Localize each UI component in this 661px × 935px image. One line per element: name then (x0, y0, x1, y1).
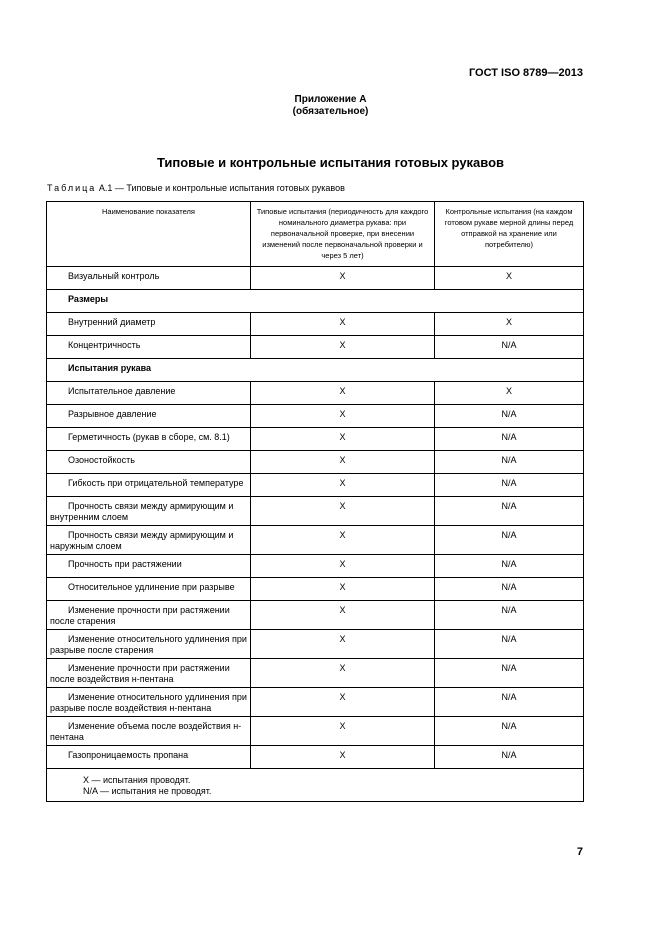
indicator-name: Концентричность (47, 336, 251, 359)
section-title: Размеры (47, 290, 584, 313)
indicator-name: Герметичность (рукав в сборе, см. 8.1) (47, 428, 251, 451)
typical-test-mark: X (251, 746, 435, 769)
table-row (47, 336, 584, 359)
table-note: X — испытания проводят. (83, 775, 191, 785)
typical-test-mark: X (251, 717, 435, 746)
control-test-mark: N/A (435, 746, 584, 769)
table-section-row (47, 290, 584, 313)
typical-test-mark: X (251, 659, 435, 688)
control-test-mark: N/A (435, 717, 584, 746)
control-test-mark: N/A (435, 601, 584, 630)
header-typical-tests: Типовые испытания (периодичность для каждого номинального диаметра рукава: при первоначальной проверке, при внесении изменений после первоначальной проверки и через 5 лет) (251, 202, 435, 267)
header-indicator: Наименование показателя (47, 202, 251, 267)
table-notes-row (47, 769, 584, 802)
annex-heading (0, 94, 661, 118)
typical-test-mark: X (251, 578, 435, 601)
table-row (47, 688, 584, 717)
table-notes (47, 769, 584, 802)
control-test-mark: N/A (435, 555, 584, 578)
indicator-name: Относительное удлинение при разрыве (47, 578, 251, 601)
indicator-name: Озоностойкость (47, 451, 251, 474)
typical-test-mark: X (251, 336, 435, 359)
table-caption-text: А.1 — Типовые и контрольные испытания готовых рукавов (98, 183, 345, 193)
table-caption-word: Таблица (47, 183, 97, 193)
typical-test-mark: X (251, 688, 435, 717)
indicator-name: Испытательное давление (47, 382, 251, 405)
table-row (47, 267, 584, 290)
section-title: Испытания рукава (47, 359, 584, 382)
table-row (47, 717, 584, 746)
typical-test-mark: X (251, 474, 435, 497)
typical-test-mark: X (251, 630, 435, 659)
tests-table (46, 201, 584, 802)
typical-test-mark: X (251, 267, 435, 290)
typical-test-mark: X (251, 497, 435, 526)
indicator-name: Визуальный контроль (47, 267, 251, 290)
typical-test-mark: X (251, 555, 435, 578)
table-header-row (47, 202, 584, 267)
control-test-mark: N/A (435, 578, 584, 601)
indicator-name: Внутренний диаметр (47, 313, 251, 336)
control-test-mark: N/A (435, 526, 584, 555)
table-row (47, 746, 584, 769)
typical-test-mark: X (251, 382, 435, 405)
table-row (47, 428, 584, 451)
indicator-name: Прочность связи между армирующим и наружным слоем (47, 526, 251, 555)
table-caption (47, 183, 345, 193)
indicator-name: Гибкость при отрицательной температуре (47, 474, 251, 497)
typical-test-mark: X (251, 405, 435, 428)
typical-test-mark: X (251, 451, 435, 474)
annex-title: Приложение А (294, 94, 367, 105)
control-test-mark: N/A (435, 451, 584, 474)
annex-status: (обязательное) (292, 106, 369, 117)
table-section-row (47, 359, 584, 382)
control-test-mark: N/A (435, 336, 584, 359)
control-test-mark: N/A (435, 428, 584, 451)
control-test-mark: N/A (435, 405, 584, 428)
table-row (47, 474, 584, 497)
indicator-name: Разрывное давление (47, 405, 251, 428)
control-test-mark: N/A (435, 688, 584, 717)
table-row (47, 526, 584, 555)
indicator-name: Изменение объема после воздействия н-пентана (47, 717, 251, 746)
table-row (47, 555, 584, 578)
control-test-mark: X (435, 382, 584, 405)
control-test-mark: N/A (435, 659, 584, 688)
table-row (47, 382, 584, 405)
table-row (47, 497, 584, 526)
table-note: N/A — испытания не проводят. (83, 786, 212, 796)
table-row (47, 601, 584, 630)
indicator-name: Прочность связи между армирующим и внутренним слоем (47, 497, 251, 526)
typical-test-mark: X (251, 313, 435, 336)
control-test-mark: X (435, 313, 584, 336)
table-row (47, 405, 584, 428)
indicator-name: Изменение относительного удлинения при разрыве после старения (47, 630, 251, 659)
page-number: 7 (576, 846, 583, 858)
indicator-name: Прочность при растяжении (47, 555, 251, 578)
indicator-name: Изменение прочности при растяжении после старения (47, 601, 251, 630)
control-test-mark: N/A (435, 474, 584, 497)
table-row (47, 659, 584, 688)
typical-test-mark: X (251, 601, 435, 630)
typical-test-mark: X (251, 526, 435, 555)
control-test-mark: X (435, 267, 584, 290)
control-test-mark: N/A (435, 630, 584, 659)
table-row (47, 451, 584, 474)
document-title: Типовые и контрольные испытания готовых рукавов (156, 155, 505, 170)
table-row (47, 313, 584, 336)
indicator-name: Изменение прочности при растяжении после воздействия н-пентана (47, 659, 251, 688)
table-row (47, 630, 584, 659)
typical-test-mark: X (251, 428, 435, 451)
standard-designation: ГОСТ ISO 8789—2013 (468, 67, 583, 79)
indicator-name: Газопроницаемость пропана (47, 746, 251, 769)
control-test-mark: N/A (435, 497, 584, 526)
header-control-tests: Контрольные испытания (на каждом готовом рукаве мерной длины перед отправкой на хранение или потребителю) (435, 202, 584, 267)
indicator-name: Изменение относительного удлинения при разрыве после воздействия н-пентана (47, 688, 251, 717)
table-row (47, 578, 584, 601)
